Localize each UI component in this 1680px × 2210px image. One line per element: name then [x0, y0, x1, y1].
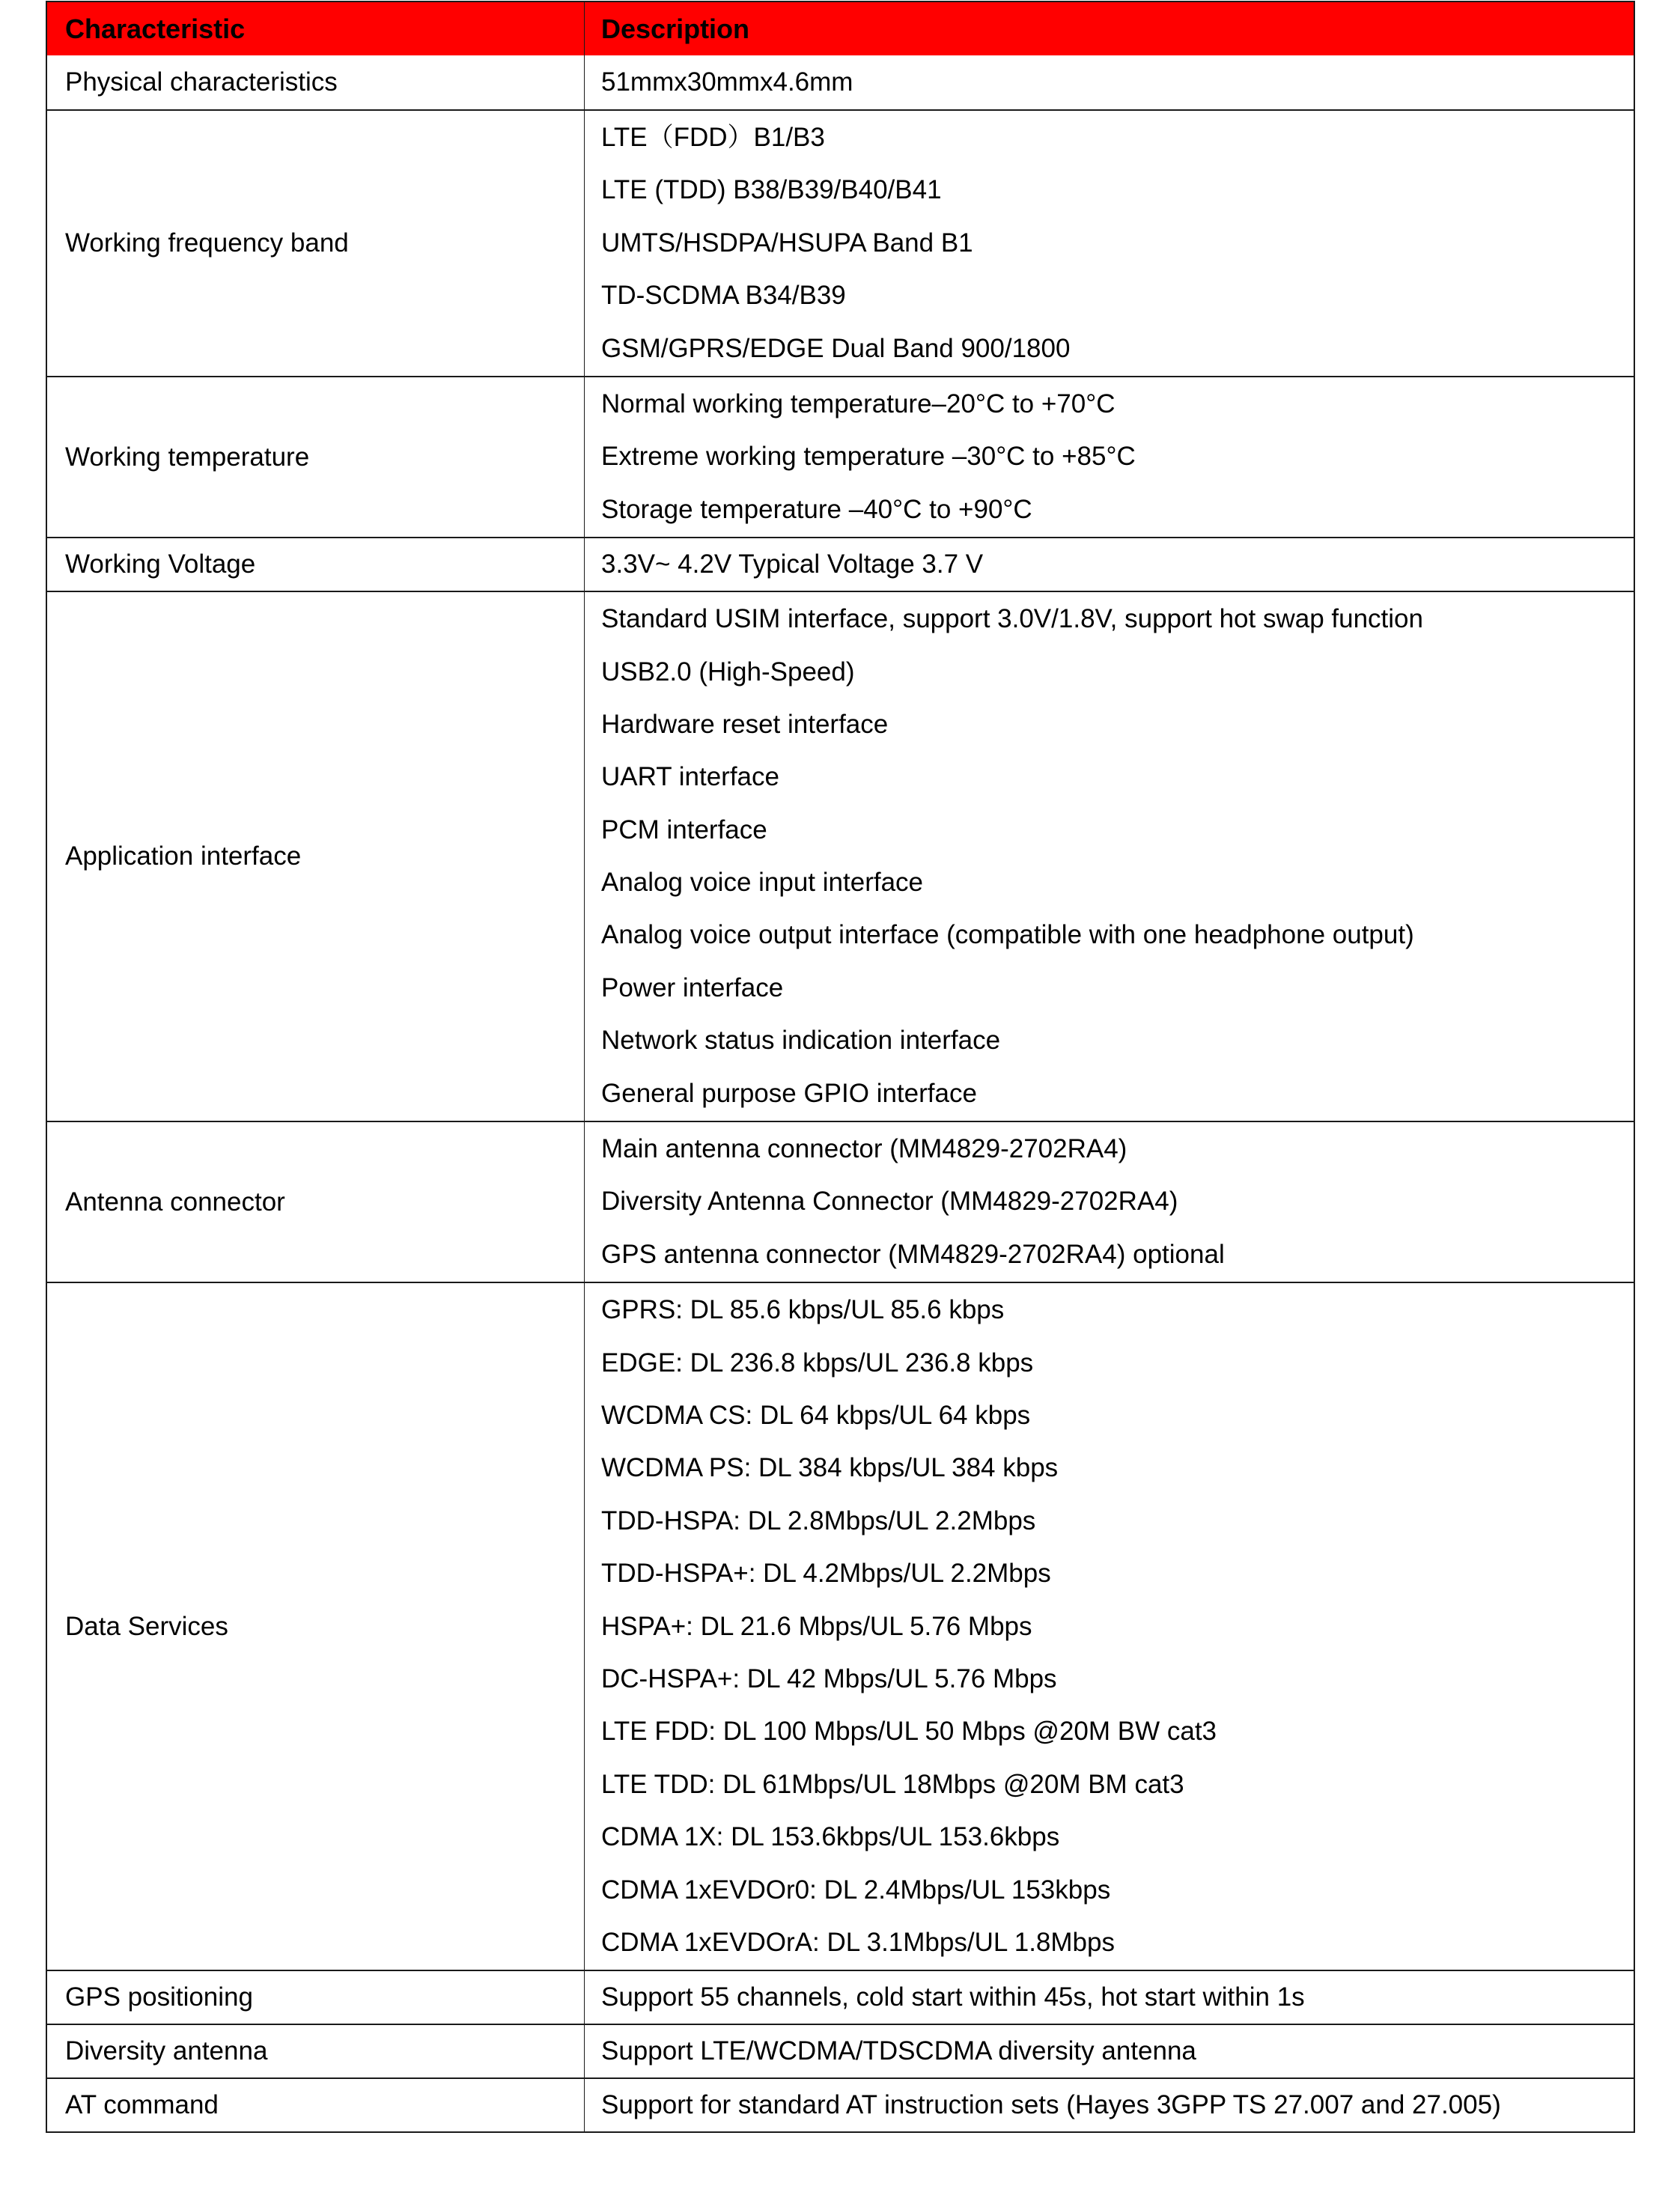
description-line: Diversity Antenna Connector (MM4829-2702RA4): [601, 1187, 1178, 1217]
table-row: [47, 1282, 1634, 1970]
description-line: TDD-HSPA+: DL 4.2Mbps/UL 2.2Mbps: [601, 1559, 1051, 1589]
characteristic-cell: [47, 592, 585, 1121]
description-line: General purpose GPIO interface: [601, 1078, 977, 1108]
characteristic-cell: [47, 1283, 585, 1970]
description-line: GPRS: DL 85.6 kbps/UL 85.6 kbps: [601, 1295, 1005, 1325]
column-header-characteristic: [47, 2, 585, 55]
table-row: [47, 55, 1634, 109]
characteristic-label: Application interface: [65, 841, 302, 871]
description-line: Support LTE/WCDMA/TDSCDMA diversity antenna: [601, 2036, 1196, 2066]
description-line: Network status indication interface: [601, 1026, 1001, 1056]
description-line: DC-HSPA+: DL 42 Mbps/UL 5.76 Mbps: [601, 1663, 1057, 1693]
description-line: UART interface: [601, 762, 779, 792]
description-line: Support for standard AT instruction sets (Hayes 3GPP TS 27.007 and 27.005): [601, 2090, 1501, 2120]
description-cell: [585, 1122, 1634, 1282]
characteristic-label: Working Voltage: [65, 550, 256, 579]
description-line: Main antenna connector (MM4829-2702RA4): [601, 1134, 1127, 1164]
description-line: LTE (TDD) B38/B39/B40/B41: [601, 175, 942, 205]
description-line: EDGE: DL 236.8 kbps/UL 236.8 kbps: [601, 1348, 1034, 1378]
characteristic-cell: [47, 1971, 585, 2024]
description-cell: [585, 1971, 1634, 2024]
description-line: Support 55 channels, cold start within 45s, hot start within 1s: [601, 1982, 1305, 2012]
table-row: [47, 376, 1634, 537]
description-line: UMTS/HSDPA/HSUPA Band B1: [601, 228, 973, 258]
description-line: HSPA+: DL 21.6 Mbps/UL 5.76 Mbps: [601, 1611, 1032, 1641]
characteristic-label: Data Services: [65, 1611, 228, 1641]
column-header-description-label: Description: [601, 13, 750, 44]
characteristic-cell: [47, 1122, 585, 1282]
characteristic-cell: [47, 2079, 585, 2131]
characteristic-cell: [47, 377, 585, 537]
table-row: [47, 1121, 1634, 1282]
characteristic-label: Antenna connector: [65, 1187, 285, 1217]
description-cell: [585, 377, 1634, 537]
description-line: Hardware reset interface: [601, 709, 889, 739]
description-cell: [585, 2079, 1634, 2131]
description-cell: [585, 111, 1634, 376]
table-header-row: [47, 2, 1634, 55]
description-line: Analog voice input interface: [601, 868, 923, 898]
description-line: Analog voice output interface (compatible with one headphone output): [601, 920, 1414, 950]
description-line: CDMA 1X: DL 153.6kbps/UL 153.6kbps: [601, 1822, 1060, 1852]
table-row: [47, 591, 1634, 1121]
description-line: Storage temperature –40°C to +90°C: [601, 494, 1032, 524]
description-cell: [585, 538, 1634, 591]
characteristic-cell: [47, 538, 585, 591]
description-line: WCDMA CS: DL 64 kbps/UL 64 kbps: [601, 1400, 1031, 1430]
characteristic-cell: [47, 2025, 585, 2077]
description-line: GPS antenna connector (MM4829-2702RA4) optional: [601, 1239, 1225, 1269]
description-line: GSM/GPRS/EDGE Dual Band 900/1800: [601, 333, 1071, 363]
description-line: TD-SCDMA B34/B39: [601, 281, 846, 311]
table-row: [47, 109, 1634, 376]
description-line: Standard USIM interface, support 3.0V/1.8V, support hot swap function: [601, 604, 1423, 634]
description-line: Normal working temperature–20°C to +70°C: [601, 389, 1116, 418]
description-line: LTE（FDD）B1/B3: [601, 123, 825, 152]
description-line: CDMA 1xEVDOrA: DL 3.1Mbps/UL 1.8Mbps: [601, 1927, 1115, 1957]
description-line: TDD-HSPA: DL 2.8Mbps/UL 2.2Mbps: [601, 1506, 1036, 1535]
characteristic-label: AT command: [65, 2090, 219, 2120]
characteristic-label: Working frequency band: [65, 228, 349, 258]
description-cell: [585, 592, 1634, 1121]
description-line: 51mmx30mmx4.6mm: [601, 67, 853, 97]
description-line: CDMA 1xEVDOr0: DL 2.4Mbps/UL 153kbps: [601, 1875, 1111, 1905]
column-header-characteristic-label: Characteristic: [65, 13, 246, 44]
description-line: WCDMA PS: DL 384 kbps/UL 384 kbps: [601, 1453, 1059, 1483]
description-line: PCM interface: [601, 815, 767, 844]
characteristic-label: Working temperature: [65, 442, 310, 472]
characteristic-cell: [47, 111, 585, 376]
description-cell: [585, 2025, 1634, 2077]
description-line: LTE TDD: DL 61Mbps/UL 18Mbps @20M BM cat3: [601, 1769, 1184, 1799]
characteristic-label: GPS positioning: [65, 1982, 253, 2012]
description-line: LTE FDD: DL 100 Mbps/UL 50 Mbps @20M BW cat3: [601, 1717, 1217, 1747]
description-line: 3.3V~ 4.2V Typical Voltage 3.7 V: [601, 550, 984, 579]
column-header-description: [585, 2, 1634, 55]
description-line: Extreme working temperature –30°C to +85°C: [601, 442, 1136, 472]
characteristic-label: Diversity antenna: [65, 2036, 268, 2066]
description-cell: [585, 55, 1634, 109]
characteristic-cell: [47, 55, 585, 109]
description-line: Power interface: [601, 972, 784, 1002]
characteristic-label: Physical characteristics: [65, 67, 338, 97]
table-row: [47, 1970, 1634, 2024]
table-row: [47, 2077, 1634, 2131]
spec-table: [46, 1, 1635, 2133]
table-row: [47, 2024, 1634, 2077]
description-cell: [585, 1283, 1634, 1970]
table-row: [47, 537, 1634, 591]
description-line: USB2.0 (High-Speed): [601, 657, 855, 687]
